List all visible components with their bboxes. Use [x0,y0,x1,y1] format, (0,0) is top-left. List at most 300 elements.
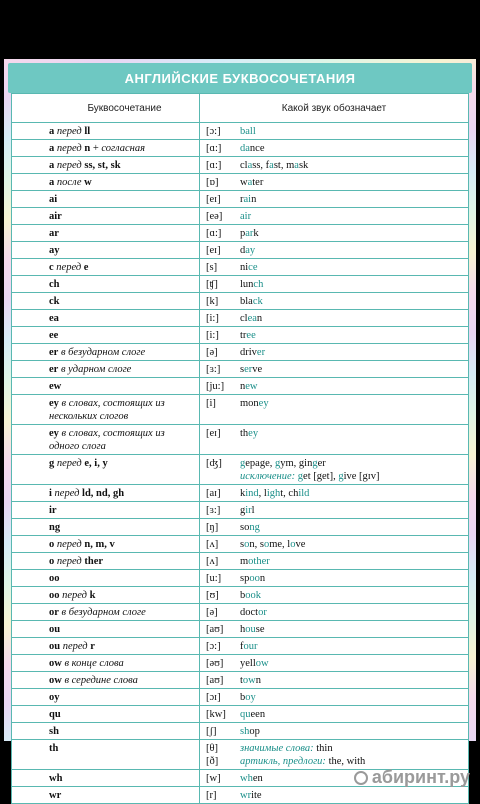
ipa-transcription: [eɪ] [206,245,221,256]
sound-cell [200,502,468,518]
example-part: een [250,709,266,720]
combination-part: после [54,177,85,188]
combination-part: в словах, состоящих из нескольких слогов [49,398,165,422]
combination-part: ee [49,330,59,341]
combination-cell [12,485,200,501]
table-row [12,425,468,455]
combination-part: air [49,211,62,222]
example-words [240,457,468,483]
example-part: n [259,573,266,584]
combination-cell [12,242,200,258]
sound-cell [200,553,468,569]
example-part: w [240,177,248,188]
ipa-transcription: [k] [206,296,219,307]
example-part: driv [240,347,257,358]
combination-part: a [49,177,55,188]
watermark-text: абиринт.ру [371,767,470,787]
sound-cell [200,123,468,139]
example-words [240,487,468,500]
example-part: g [240,458,246,469]
combination-part: перед [54,143,85,154]
table-row [12,723,468,740]
example-part: m [240,556,249,567]
sound-cell [200,706,468,722]
example-part: ay [245,245,256,256]
example-words [240,278,468,291]
sound-cell [200,604,468,620]
combination-cell [12,361,200,377]
example-words [240,210,468,223]
example-words [240,708,468,721]
example-part: p [240,228,246,239]
example-part: so [240,522,250,533]
example-words [240,674,468,687]
example-part: ck [252,296,263,307]
combination-part: перед [59,590,90,601]
ipa-transcription: [aɪ] [206,488,221,499]
combination-part: sh [49,726,59,737]
combination-part: ng [49,522,61,533]
combination-part: ld, nd, gh [82,488,125,499]
ipa-transcription: [ʌ] [206,556,219,567]
table-row [12,378,468,395]
combination-part: wh [49,773,63,784]
ipa-transcription: [ʌ] [206,539,219,550]
sound-cell [200,225,468,241]
sound-cell [200,587,468,603]
example-part: артикль, предлоги: [240,756,329,767]
example-part: , l [258,488,267,499]
table-row [12,587,468,604]
sound-cell [200,672,468,688]
example-part: a [247,177,253,188]
example-part: исключение: [240,471,298,482]
table-row [12,242,468,259]
ipa-transcription: [ŋ] [206,522,219,533]
example-part: значимые слова: [240,743,317,754]
example-part: mon [240,398,259,409]
combination-part: ck [49,296,60,307]
example-part: air [240,211,252,222]
example-words [240,329,468,342]
combination-cell [12,123,200,139]
example-words [240,193,468,206]
example-words [240,789,468,802]
combination-part: перед [51,488,83,499]
ipa-transcription: [ɑ:] [206,143,222,154]
example-part: wh [240,773,253,784]
combination-part: c [49,262,54,273]
example-part: er [244,364,253,375]
example-part: ey [248,428,259,439]
example-part: oy [245,692,256,703]
example-part: ee [246,330,256,341]
ipa-transcription: [i:] [206,330,219,341]
sound-cell [200,395,468,424]
combination-part: er [49,347,59,358]
combination-part: w [84,177,92,188]
table-row [12,123,468,140]
table-row [12,655,468,672]
example-part: a [247,160,253,171]
combination-cell [12,553,200,569]
example-part: o [290,539,296,550]
combination-cell [12,225,200,241]
example-part: bla [240,296,253,307]
sound-cell [200,689,468,705]
example-part: o [244,539,250,550]
example-words [240,521,468,534]
example-part: h [240,624,246,635]
combination-part: ch [49,279,60,290]
sound-cell [200,740,468,769]
example-part: ss, f [252,160,270,171]
combination-cell [12,621,200,637]
ipa-transcription: [ɒ] [206,177,219,188]
example-part: st, m [273,160,295,171]
example-part: nce [249,143,265,154]
combination-part: o [49,556,55,567]
combination-part: ow [49,658,62,669]
ipa-transcription: [ɔ:] [206,126,221,137]
table-row [12,259,468,276]
example-words [240,227,468,240]
example-part: a [269,160,274,171]
example-part: a [294,160,299,171]
table-row [12,174,468,191]
sound-cell [200,191,468,207]
combination-part: g [49,458,55,469]
sound-cell [200,723,468,739]
example-words [240,606,468,619]
example-part: tr [240,330,247,341]
ipa-transcription: [əʊ] [206,658,224,669]
example-part: igh [266,488,281,499]
sound-cell [200,638,468,654]
example-part: ai [243,194,252,205]
combination-part: ew [49,381,62,392]
table-row [12,740,468,770]
table-row [12,344,468,361]
example-part: et [get], [303,471,339,482]
example-words [240,572,468,585]
combination-part: ou [49,641,61,652]
combination-part: перед [54,539,85,550]
ipa-transcription: [ɔ:] [206,641,221,652]
example-part: ve [252,364,263,375]
ipa-transcription: [eɪ] [206,428,221,439]
example-words [240,657,468,670]
example-part: ow [242,675,256,686]
combination-part: a [49,160,55,171]
combination-part: oy [49,692,60,703]
example-words [240,555,468,568]
combination-part: k [89,590,96,601]
example-part: g [338,471,344,482]
combination-cell [12,638,200,654]
combination-cell [12,310,200,326]
table-row [12,502,468,519]
example-part: yell [240,658,256,669]
example-part: k [240,488,246,499]
combination-part: перед [54,458,85,469]
ipa-transcription: [ə] [206,347,218,358]
table-row [12,621,468,638]
combination-part: r [90,641,95,652]
example-part: ew [245,381,258,392]
example-part: qu [240,709,251,720]
example-part: lun [240,279,254,290]
ipa-transcription: [ʃ] [206,726,217,737]
combination-part: ou [49,624,61,635]
combination-part: n, m, v [84,539,115,550]
example-part: ive [gɪv] [343,471,380,482]
table-row [12,327,468,344]
combination-cell [12,570,200,586]
example-words [240,159,468,172]
combination-cell [12,770,200,786]
table-row [12,276,468,293]
combination-cell [12,787,200,803]
example-words [240,142,468,155]
example-part: doct [240,607,259,618]
example-words [240,623,468,636]
combination-part: qu [49,709,61,720]
combination-part: wr [49,790,62,801]
example-part: ir [245,505,252,516]
ipa-transcription: [s] [206,262,218,273]
example-part: me, l [269,539,291,550]
ipa-transcription: [eə] [206,211,223,222]
example-part: cl [240,160,248,171]
combination-cell [12,502,200,518]
example-part: e [245,458,250,469]
example-part: other [248,556,270,567]
example-words [240,397,468,423]
example-part: our [243,641,258,652]
combination-cell [12,157,200,173]
example-part: t [240,675,243,686]
combination-part: в ударном слоге [58,364,132,375]
example-part: en [252,773,263,784]
example-part: ou [245,624,256,635]
sound-cell [200,310,468,326]
combination-part: согласная [101,143,145,154]
combination-part: ow [49,675,62,686]
example-part: t, ch [280,488,299,499]
combination-cell [12,395,200,424]
combination-part: oo [49,590,60,601]
example-part: thin [316,743,333,754]
example-part: ea [247,313,257,324]
example-part: th [240,428,249,439]
combination-part: в безударном слоге [58,607,146,618]
combination-part: ll [84,126,91,137]
example-words [240,538,468,551]
sound-cell [200,344,468,360]
example-part: n [255,675,262,686]
example-part: ow [255,658,269,669]
table-row [12,536,468,553]
ipa-transcription: [aʊ] [206,675,224,686]
combination-part: перед [60,641,91,652]
sound-cell [200,157,468,173]
combination-part: перед [53,262,84,273]
sound-cell [200,259,468,275]
example-words [240,363,468,376]
example-part: s [240,364,245,375]
example-part: wr [240,790,252,801]
example-part: ni [240,262,249,273]
example-part: ng [249,522,260,533]
combination-part: ey [49,428,59,439]
ipa-transcription: [ɜ:] [206,505,221,516]
combination-part: в середине слова [61,675,138,686]
combination-cell [12,455,200,484]
example-part: f [240,641,244,652]
combination-part: перед [54,126,85,137]
combination-part: в безударном слоге [58,347,146,358]
example-part: ym, gin [280,458,313,469]
example-part: n [256,313,263,324]
example-part: ild [298,488,310,499]
example-part: n [240,381,246,392]
combination-part: e, i, y [84,458,108,469]
example-words [240,346,468,359]
example-part: b [240,590,246,601]
example-words [240,380,468,393]
sound-cell [200,174,468,190]
page-title: АНГЛИЙСКИЕ БУКВОСОЧЕТАНИЯ [8,63,472,93]
example-part: cl [240,313,248,324]
letter-combination-table [11,93,469,804]
ipa-transcription: [aʊ] [206,624,224,635]
table-row [12,706,468,723]
ipa-transcription: [ʊ] [206,590,219,601]
combination-part: ar [49,228,59,239]
ipa-transcription: [ʤ] [206,458,222,469]
ipa-transcription: [u:] [206,573,222,584]
table-row [12,485,468,502]
combination-cell [12,174,200,190]
example-part: k [253,228,259,239]
ipa-transcription: [ɜ:] [206,364,221,375]
sound-cell [200,276,468,292]
combination-part: перед [54,160,85,171]
example-part: ey [258,398,269,409]
ipa-transcription: [eɪ] [206,194,221,205]
table-row [12,570,468,587]
example-part: er [317,458,326,469]
example-part: ter [252,177,264,188]
example-part: or [258,607,267,618]
example-words [240,261,468,274]
table-header [12,94,468,123]
table-row [12,293,468,310]
example-part: ve [295,539,306,550]
sound-cell [200,621,468,637]
example-words [240,725,468,738]
combination-part: o [49,539,55,550]
ipa-transcription: [i:] [206,313,219,324]
combination-cell [12,276,200,292]
combination-part: i [49,488,52,499]
example-part: ook [245,590,261,601]
combination-part: в словах, состоящих из одного слога [49,428,165,452]
sound-cell [200,327,468,343]
ipa-transcription: [w] [206,773,221,784]
combination-cell [12,706,200,722]
combination-part: перед [54,556,85,567]
table-row [12,689,468,706]
example-words [240,504,468,517]
example-words [240,312,468,325]
watermark-logo-icon [354,771,368,785]
table-row [12,395,468,425]
combination-cell [12,655,200,671]
example-part: sk [298,160,309,171]
table-row [12,157,468,174]
combination-part: or [49,607,59,618]
header-combination: Буквосочетание [12,94,200,122]
ipa-transcription: [r] [206,790,217,801]
example-part: s [240,539,245,550]
example-words [240,589,468,602]
example-part: ball [240,126,256,137]
combination-part: ir [49,505,57,516]
table-row [12,638,468,655]
watermark [354,767,470,788]
table-row [12,361,468,378]
header-sound: Какой звук обозначает [281,102,387,114]
combination-cell [12,740,200,769]
example-part: n [251,194,257,205]
example-part: op [249,726,260,737]
example-part: ar [245,228,254,239]
combination-cell [12,536,200,552]
example-part: g [240,505,246,516]
ipa-transcription: [ə] [206,607,218,618]
combination-part: th [49,743,59,754]
example-part: oo [249,573,260,584]
ipa-transcription: [θ] [ð] [206,743,219,767]
example-part: ch [253,279,264,290]
combination-part: a [49,126,55,137]
combination-part: e [83,262,89,273]
sound-cell [200,242,468,258]
combination-part: ea [49,313,59,324]
table-row [12,140,468,157]
combination-part: ther [84,556,104,567]
sound-cell [200,655,468,671]
example-part: n, s [249,539,264,550]
example-part: page, [249,458,275,469]
combination-part: в конце слова [61,658,124,669]
combination-cell [12,378,200,394]
combination-cell [12,587,200,603]
ipa-transcription: [ɔɪ] [206,692,221,703]
ipa-transcription: [ɑ:] [206,160,222,171]
example-part: g [275,458,281,469]
combination-part: ss, st, sk [84,160,121,171]
combination-cell [12,191,200,207]
table-row [12,208,468,225]
example-words [240,125,468,138]
example-part: o [263,539,270,550]
example-part: se [255,624,265,635]
example-part: the, with [328,756,366,767]
combination-cell [12,604,200,620]
